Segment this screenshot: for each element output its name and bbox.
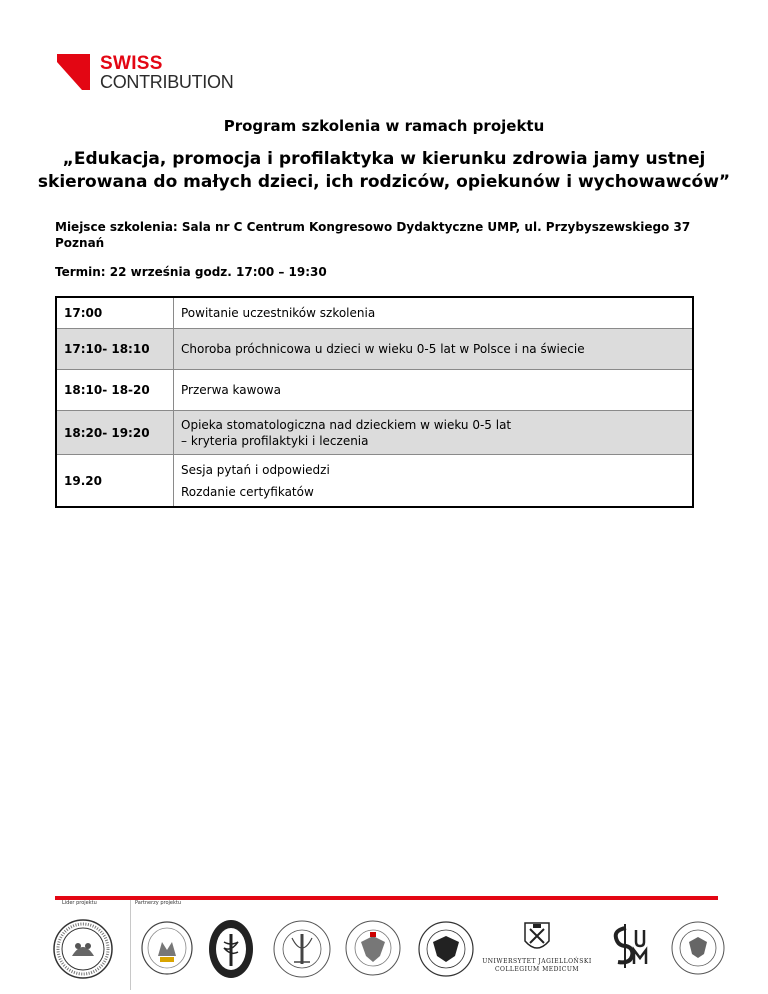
schedule-item: Choroba próchnicowa u dzieci w wieku 0-5 lat w Polsce i na świecie — [174, 329, 694, 370]
place-line1: Miejsce szkolenia: Sala nr C Centrum Kongresowo Dydaktyczne UMP, ul. Przybyszewskiego 37 — [55, 220, 691, 234]
project-title-line2: skierowana do małych dzieci, ich rodziców, opiekunów i wychowawców” — [37, 172, 731, 192]
pmwsz-opole-seal-icon — [670, 920, 726, 976]
sum-logo-icon — [612, 924, 650, 968]
term-line: Termin: 22 września godz. 17:00 – 19:30 — [55, 265, 327, 279]
partners-label: Partnerzy projektu — [135, 900, 182, 906]
schedule-time: 19.20 — [56, 455, 174, 508]
uj-line1: UNIWERSYTET JAGIELLOŃSKI — [482, 958, 592, 965]
schedule-table — [55, 296, 694, 508]
schedule-item: Sesja pytań i odpowiedzi — [181, 462, 330, 477]
eagle-seal-icon — [344, 918, 402, 978]
table-row — [56, 455, 693, 508]
schedule-item-continued: – kryteria profilaktyki i leczenia — [181, 433, 369, 448]
table-row — [56, 370, 693, 411]
project-title-line1: „Edukacja, promocja i profilaktyka w kierunku zdrowia jamy ustnej — [62, 149, 706, 169]
place-line2: Poznań — [55, 236, 105, 250]
footer-divider — [130, 900, 131, 990]
table-row — [56, 329, 693, 370]
schedule-item: Opieka stomatologiczna nad dzieckiem w wieku 0-5 lat — [181, 417, 512, 432]
silesian-seal-icon — [417, 920, 475, 978]
pum-seal-icon — [140, 920, 194, 976]
logo-text-contribution: CONTRIBUTION — [100, 72, 234, 92]
leader-label: Lider projektu — [62, 900, 97, 906]
schedule-time: 17:10- 18:10 — [56, 329, 174, 370]
schedule-time: 17:00 — [56, 297, 174, 329]
schedule-item: Przerwa kawowa — [174, 370, 694, 411]
uj-logo-text — [480, 958, 594, 974]
program-title: Program szkolenia w ramach projektu — [223, 117, 545, 135]
schedule-item-cell — [174, 411, 694, 455]
medical-university-seal-icon — [207, 918, 255, 980]
schedule-item-second: Rozdanie certyfikatów — [181, 484, 314, 499]
ump-seal-icon — [52, 918, 114, 980]
uj-line2: COLLEGIUM MEDICUM — [494, 966, 580, 973]
schedule-item-cell — [174, 455, 694, 508]
schedule-time: 18:20- 19:20 — [56, 411, 174, 455]
table-row — [56, 297, 693, 329]
uj-crest-icon — [522, 921, 552, 955]
logo-text-swiss: SWISS — [100, 53, 163, 74]
schedule-item: Powitanie uczestników szkolenia — [174, 297, 694, 329]
swiss-cross-icon — [57, 54, 90, 90]
lodz-medical-seal-icon — [272, 918, 332, 980]
table-row — [56, 411, 693, 455]
schedule-time: 18:10- 18-20 — [56, 370, 174, 411]
